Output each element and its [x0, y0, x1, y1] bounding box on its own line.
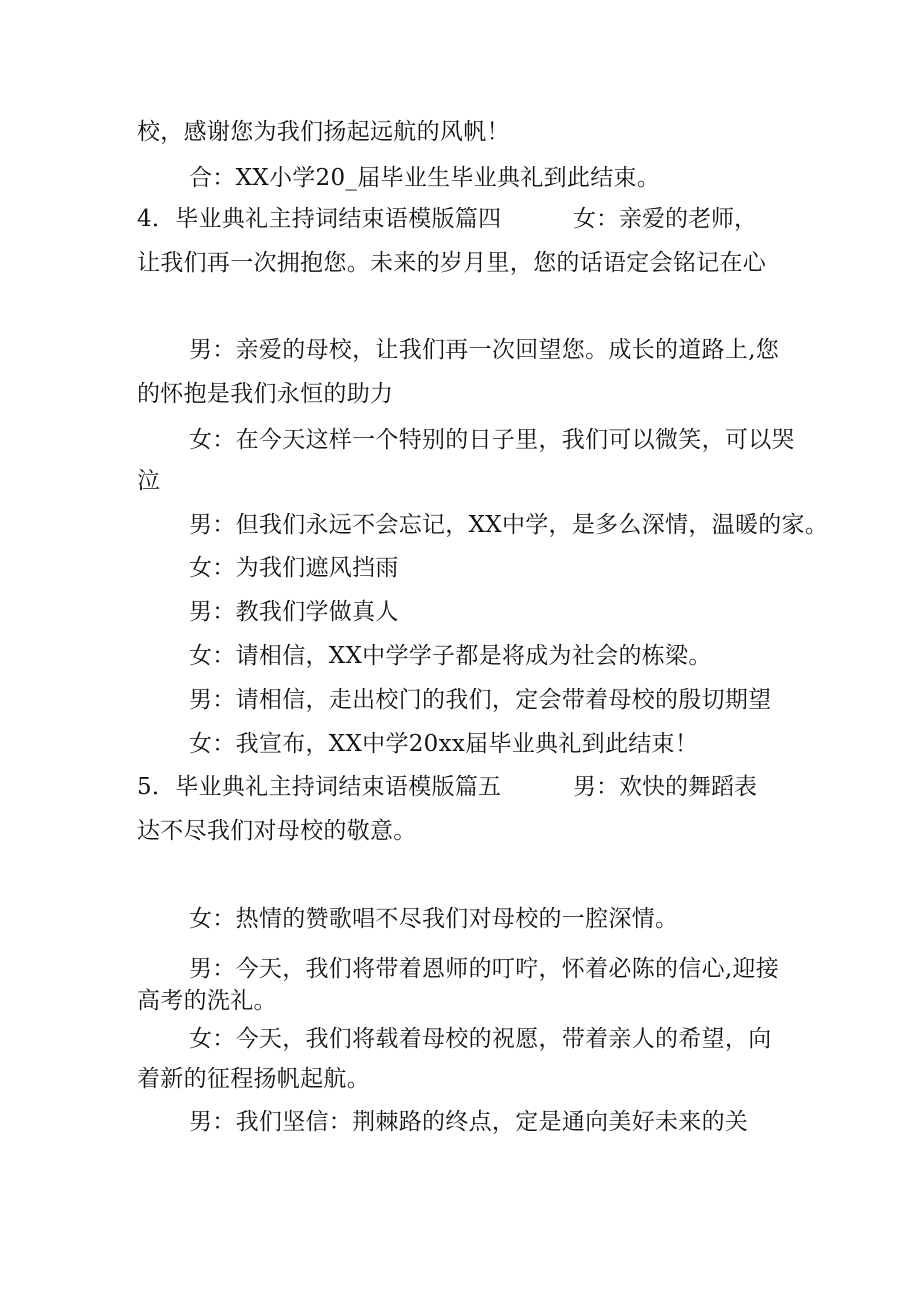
text-line: 女：请相信，XX中学学子都是将成为社会的栋梁。 [189, 643, 712, 669]
text-line: 女：在今天这样一个特别的日子里，我们可以微笑，可以哭 [189, 427, 795, 453]
text-line: 高考的洗礼。 [137, 988, 277, 1014]
text-line: 着新的征程扬帆起航。 [137, 1066, 370, 1092]
text-line: 达不尽我们对母校的敬意。 [137, 818, 417, 844]
text-line: 男：我们坚信：荆棘路的终点，定是通向美好未来的关 [189, 1109, 749, 1135]
text-line: 女：今天，我们将载着母校的祝愿，带着亲人的希望，向 [189, 1026, 772, 1052]
section-heading: 5．毕业典礼主持词结束语模版篇五 [137, 774, 502, 800]
section-heading: 4．毕业典礼主持词结束语模版篇四 [137, 206, 502, 232]
text-line: 泣 [137, 468, 161, 494]
text-line: 男：今天，我们将带着恩师的叮咛，怀着必陈的信心,迎接 [189, 956, 780, 982]
text-line: 男：亲爱的母校，让我们再一次回望您。成长的道路上,您 [189, 337, 780, 363]
text-line: 男：但我们永远不会忘记，XX中学，是多么深情，温暖的家。 [189, 512, 829, 538]
text-line: 男：教我们学做真人 [189, 599, 399, 625]
text-line: 女：为我们遮风挡雨 [189, 555, 399, 581]
text-line: 让我们再一次拥抱您。未来的岁月里，您的话语定会铭记在心 [137, 250, 767, 276]
text-line: 女：亲爱的老师， [573, 206, 757, 232]
text-line: 女：热情的赞歌唱不尽我们对母校的一腔深情。 [189, 906, 679, 932]
text-line: 校，感谢您为我们扬起远航的风帆！ [137, 119, 510, 145]
text-line: 合：XX小学20_届毕业生毕业典礼到此结束。 [189, 165, 661, 191]
text-line: 女：我宣布，XX中学20xx届毕业典礼到此结束！ [189, 731, 699, 757]
text-line: 男：欢快的舞蹈表 [573, 774, 757, 800]
text-line: 男：请相信，走出校门的我们，定会带着母校的殷切期望 [189, 687, 772, 713]
text-line: 的怀抱是我们永恒的助力 [137, 381, 394, 407]
